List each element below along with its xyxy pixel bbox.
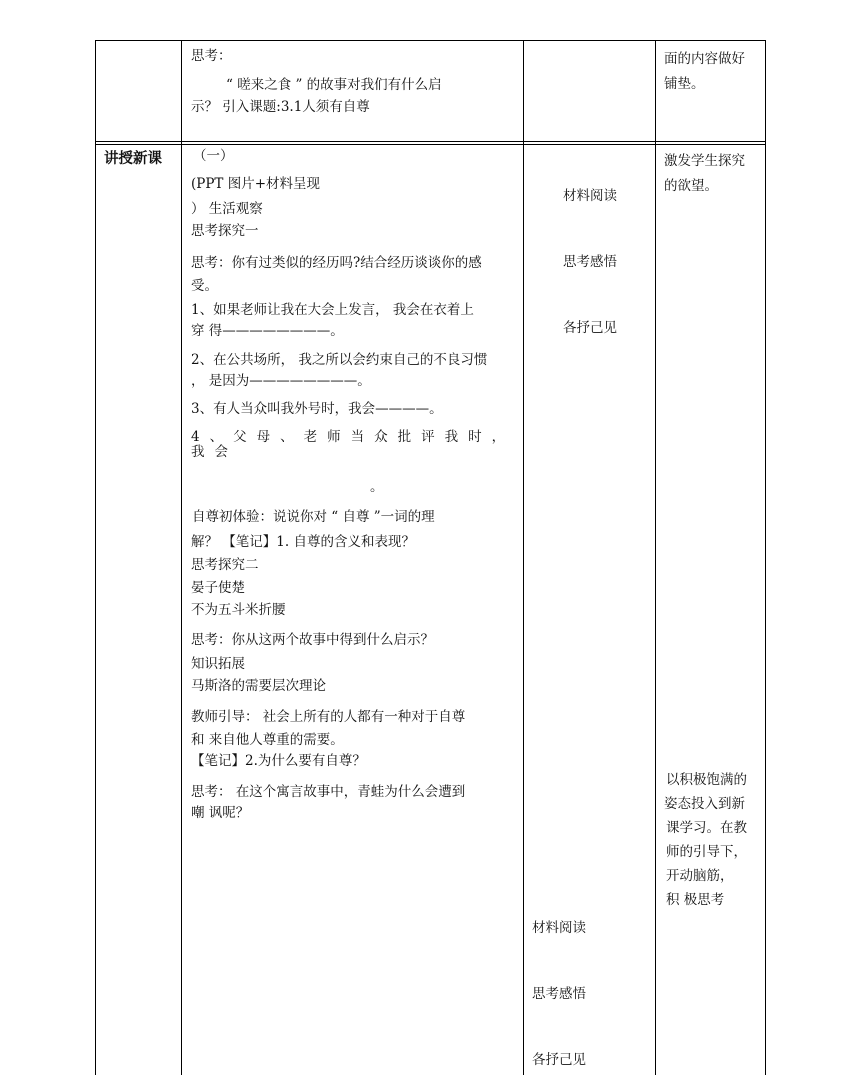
column-divider-1	[181, 40, 182, 1075]
question1-line2: 受。	[191, 278, 218, 294]
story-one: 晏子使楚	[191, 580, 245, 596]
item4-line2: 我会	[191, 444, 238, 460]
column-divider-2	[523, 40, 524, 1075]
table-top-border	[95, 40, 766, 41]
activity-discussion-bottom: 各抒己见	[532, 1052, 586, 1068]
ppt-line1: (PPT 图片+材料呈现	[191, 176, 321, 192]
note-top-line1: 激发学生探究	[664, 153, 745, 169]
question2: 思考：你从这两个故事中得到什么启示？	[191, 632, 434, 648]
row-divider-double	[95, 144, 766, 145]
note-bottom-line5: 开动脑筋，	[666, 868, 734, 884]
column-divider-3	[655, 40, 656, 1075]
row1-note-line2: 铺垫。	[664, 76, 705, 92]
experience-line2: 解？ 【笔记】1. 自尊的含义和表现？	[191, 534, 415, 550]
item4-line1: 4、父母、老师当众批评我时，	[191, 429, 516, 445]
note-bottom-line2: 姿态投入到新	[664, 796, 745, 812]
item4-period: 。	[370, 479, 384, 495]
explore-two-title: 思考探究二	[191, 557, 259, 573]
activity-reading-bottom: 材料阅读	[532, 920, 586, 936]
activity-reading-top: 材料阅读	[563, 188, 617, 204]
row1-note-line1: 面的内容做好	[664, 51, 745, 67]
guide-line2: 和 来自他人尊重的需要。	[191, 732, 344, 748]
table-left-border	[95, 40, 96, 1075]
note-bottom-line6: 积 极思考	[666, 892, 725, 908]
note2: 【笔记】2.为什么要有自尊？	[191, 753, 366, 769]
row1-question-line1: “ 嗟来之食 ” 的故事对我们有什么启	[226, 77, 442, 93]
experience-line1: 自尊初体验：说说你对 “ 自尊 ”一词的理	[192, 509, 435, 525]
item3: 3、有人当众叫我外号时，我会————。	[191, 401, 443, 417]
note-bottom-line1: 以积极饱满的	[666, 772, 747, 788]
item2-line1: 2、在公共场所， 我之所以会约束自己的不良习惯	[191, 352, 488, 368]
extension-title: 知识拓展	[191, 656, 245, 672]
explore-one-title: 思考探究一	[191, 223, 259, 239]
note-bottom-line4: 师的引导下，	[666, 844, 747, 860]
question3-line1: 思考： 在这个寓言故事中，青蛙为什么会遭到	[191, 784, 466, 800]
activity-reflection-bottom: 思考感悟	[532, 986, 586, 1002]
row-divider	[95, 141, 766, 142]
row1-question-line2: 示？ 引入课题:3.1人须有自尊	[191, 99, 370, 115]
ppt-line2: ） 生活观察	[191, 201, 263, 217]
row1-think-label: 思考：	[191, 48, 232, 64]
item1-line2: 穿 得————————。	[191, 323, 344, 339]
guide-line1: 教师引导： 社会上所有的人都有一种对于自尊	[191, 709, 466, 725]
activity-discussion-top: 各抒己见	[563, 320, 617, 336]
activity-reflection-top: 思考感悟	[563, 254, 617, 270]
part-label: （一）	[193, 148, 234, 164]
note-top-line2: 的欲望。	[664, 178, 718, 194]
table-right-border	[765, 40, 766, 1075]
question1-line1: 思考：你有过类似的经历吗?结合经历谈谈你的感	[191, 255, 482, 271]
note-bottom-line3: 课学习。在教	[666, 820, 747, 836]
item1-line1: 1、如果老师让我在大会上发言， 我会在衣着上	[191, 302, 474, 318]
section-label: 讲授新课	[104, 151, 162, 167]
item2-line2: ， 是因为————————。	[191, 373, 371, 389]
story-two: 不为五斗米折腰	[191, 602, 286, 618]
extension-text: 马斯洛的需要层次理论	[191, 678, 326, 694]
question3-line2: 嘲 讽呢？	[191, 805, 250, 821]
